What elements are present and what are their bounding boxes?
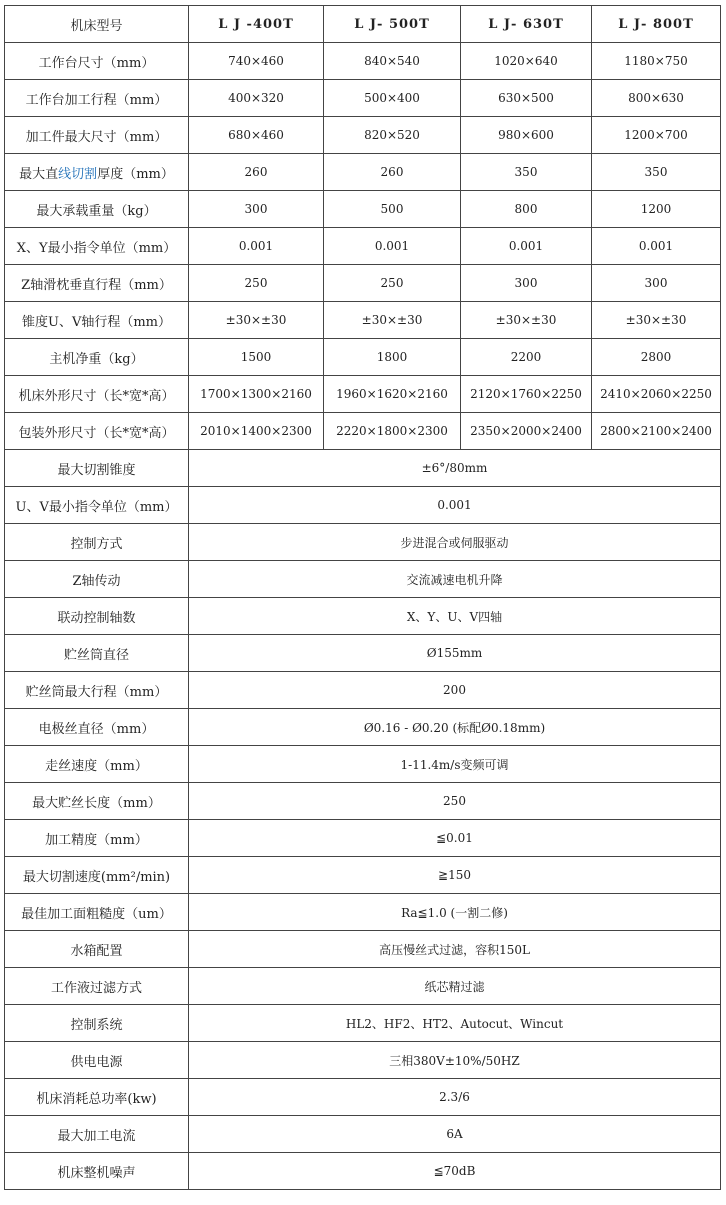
spec-value-cell: 800 (461, 191, 592, 228)
shared-value-cell: 250 (189, 783, 721, 820)
spec-table (4, 5, 721, 1190)
shared-value-cell: ≧150 (189, 857, 721, 894)
shared-spec-row (5, 1042, 721, 1079)
label-text: 最大直 (19, 166, 59, 182)
spec-value-cell: 2010×1400×2300 (189, 413, 324, 450)
shared-value-cell: Ø0.16 - Ø0.20 (标配Ø0.18mm) (189, 709, 721, 746)
wire-cut-link[interactable]: 线切割 (58, 166, 98, 182)
shared-value-cell: 1-11.4m/s变频可调 (189, 746, 721, 783)
shared-value-cell: 步进混合或伺服驱动 (189, 524, 721, 561)
spec-value-cell: 300 (189, 191, 324, 228)
spec-value-cell: ±30×±30 (324, 302, 461, 339)
spec-value-cell: 260 (324, 154, 461, 191)
spec-value-cell: ±30×±30 (592, 302, 721, 339)
spec-value-cell: 2350×2000×2400 (461, 413, 592, 450)
label-text: 厚度（mm） (97, 166, 174, 182)
spec-value-cell: 250 (189, 265, 324, 302)
spec-label-cell: 锥度U、V轴行程（mm） (5, 302, 189, 339)
shared-value-cell: ±6°/80mm (189, 450, 721, 487)
model-header-cell: L J- 630T (461, 6, 592, 43)
spec-label-cell: U、V最小指令单位（mm） (5, 487, 189, 524)
header-row (5, 6, 721, 43)
spec-label-cell: 联动控制轴数 (5, 598, 189, 635)
model-header-cell: L J- 500T (324, 6, 461, 43)
shared-value-cell: Ø155mm (189, 635, 721, 672)
spec-label-cell: 工作液过滤方式 (5, 968, 189, 1005)
shared-value-cell: ≦0.01 (189, 820, 721, 857)
spec-value-cell: 840×540 (324, 43, 461, 80)
spec-label-cell: 最大贮丝长度（mm） (5, 783, 189, 820)
spec-label-cell: 贮丝筒直径 (5, 635, 189, 672)
spec-label-cell: 控制方式 (5, 524, 189, 561)
shared-spec-row (5, 1079, 721, 1116)
shared-value-cell: ≦70dB (189, 1153, 721, 1190)
spec-value-cell: 1960×1620×2160 (324, 376, 461, 413)
spec-row (5, 413, 721, 450)
shared-spec-row (5, 931, 721, 968)
spec-row (5, 302, 721, 339)
spec-value-cell: 0.001 (592, 228, 721, 265)
shared-spec-row (5, 1005, 721, 1042)
shared-value-cell: HL2、HF2、HT2、Autocut、Wincut (189, 1005, 721, 1042)
spec-label-cell: 机床外形尺寸（长*宽*高） (5, 376, 189, 413)
spec-label-cell: 控制系统 (5, 1005, 189, 1042)
shared-value-cell: 0.001 (189, 487, 721, 524)
spec-value-cell: 680×460 (189, 117, 324, 154)
spec-value-cell: 980×600 (461, 117, 592, 154)
spec-label-cell: 加工精度（mm） (5, 820, 189, 857)
spec-row (5, 228, 721, 265)
spec-value-cell: 0.001 (189, 228, 324, 265)
spec-value-cell: 2800×2100×2400 (592, 413, 721, 450)
spec-value-cell: 2800 (592, 339, 721, 376)
shared-spec-row (5, 1153, 721, 1190)
spec-row (5, 117, 721, 154)
spec-value-cell: 630×500 (461, 80, 592, 117)
model-header-cell: L J- 800T (592, 6, 721, 43)
spec-label-cell: 工作台加工行程（mm） (5, 80, 189, 117)
shared-value-cell: Ra≦1.0 (一割二修) (189, 894, 721, 931)
spec-value-cell: 740×460 (189, 43, 324, 80)
spec-label-cell: 机床消耗总功率(kw) (5, 1079, 189, 1116)
spec-label-cell (5, 154, 189, 191)
spec-row (5, 376, 721, 413)
spec-value-cell: 2410×2060×2250 (592, 376, 721, 413)
spec-label-cell: 供电电源 (5, 1042, 189, 1079)
spec-label-cell: 最大切割速度(mm²/min) (5, 857, 189, 894)
shared-spec-row (5, 968, 721, 1005)
shared-value-cell: 200 (189, 672, 721, 709)
spec-table-body (5, 6, 721, 1190)
shared-value-cell: 6A (189, 1116, 721, 1153)
spec-value-cell: 1180×750 (592, 43, 721, 80)
shared-spec-row (5, 635, 721, 672)
shared-spec-row (5, 894, 721, 931)
header-label-cell: 机床型号 (5, 6, 189, 43)
shared-spec-row (5, 783, 721, 820)
shared-value-cell: 交流减速电机升降 (189, 561, 721, 598)
shared-spec-row (5, 857, 721, 894)
shared-spec-row (5, 709, 721, 746)
shared-spec-row (5, 746, 721, 783)
spec-row (5, 265, 721, 302)
spec-value-cell: 1020×640 (461, 43, 592, 80)
spec-value-cell: 1800 (324, 339, 461, 376)
spec-label-cell: 贮丝筒最大行程（mm） (5, 672, 189, 709)
spec-row (5, 191, 721, 228)
spec-value-cell: 500×400 (324, 80, 461, 117)
spec-label-cell: Z轴滑枕垂直行程（mm） (5, 265, 189, 302)
spec-value-cell: 1500 (189, 339, 324, 376)
spec-value-cell: 2200 (461, 339, 592, 376)
shared-spec-row (5, 820, 721, 857)
spec-value-cell: 2120×1760×2250 (461, 376, 592, 413)
spec-label-cell: X、Y最小指令单位（mm） (5, 228, 189, 265)
shared-value-cell: 纸芯精过滤 (189, 968, 721, 1005)
shared-spec-row (5, 1116, 721, 1153)
spec-label-cell: 水箱配置 (5, 931, 189, 968)
spec-value-cell: 800×630 (592, 80, 721, 117)
spec-label-cell: 工作台尺寸（mm） (5, 43, 189, 80)
spec-value-cell: 400×320 (189, 80, 324, 117)
spec-row (5, 339, 721, 376)
spec-label-cell: 最大加工电流 (5, 1116, 189, 1153)
spec-label-cell: 加工件最大尺寸（mm） (5, 117, 189, 154)
shared-spec-row (5, 561, 721, 598)
spec-value-cell: 250 (324, 265, 461, 302)
spec-label-cell: 主机净重（kg） (5, 339, 189, 376)
shared-value-cell: 2.3/6 (189, 1079, 721, 1116)
shared-spec-row (5, 524, 721, 561)
spec-row (5, 80, 721, 117)
model-header-cell: L J -400T (189, 6, 324, 43)
shared-spec-row (5, 598, 721, 635)
spec-value-cell: 1700×1300×2160 (189, 376, 324, 413)
shared-spec-row (5, 672, 721, 709)
spec-value-cell: ±30×±30 (461, 302, 592, 339)
spec-value-cell: 2220×1800×2300 (324, 413, 461, 450)
spec-value-cell: 820×520 (324, 117, 461, 154)
spec-label-cell: Z轴传动 (5, 561, 189, 598)
shared-spec-row (5, 487, 721, 524)
spec-value-cell: 500 (324, 191, 461, 228)
shared-value-cell: 三相380V±10%/50HZ (189, 1042, 721, 1079)
shared-spec-row (5, 450, 721, 487)
spec-label-cell: 机床整机噪声 (5, 1153, 189, 1190)
shared-value-cell: X、Y、U、V四轴 (189, 598, 721, 635)
spec-label-cell: 走丝速度（mm） (5, 746, 189, 783)
spec-value-cell: 260 (189, 154, 324, 191)
spec-label-cell: 最大切割锥度 (5, 450, 189, 487)
spec-label-cell: 最佳加工面粗糙度（um） (5, 894, 189, 931)
spec-value-cell: 300 (461, 265, 592, 302)
spec-value-cell: 350 (592, 154, 721, 191)
spec-label-cell: 包装外形尺寸（长*宽*高） (5, 413, 189, 450)
shared-value-cell: 高压慢丝式过滤，容积150L (189, 931, 721, 968)
spec-row (5, 154, 721, 191)
spec-row (5, 43, 721, 80)
spec-value-cell: 350 (461, 154, 592, 191)
spec-value-cell: ±30×±30 (189, 302, 324, 339)
spec-value-cell: 0.001 (324, 228, 461, 265)
spec-value-cell: 300 (592, 265, 721, 302)
spec-label-cell: 电极丝直径（mm） (5, 709, 189, 746)
spec-label-cell: 最大承载重量（kg） (5, 191, 189, 228)
spec-value-cell: 1200×700 (592, 117, 721, 154)
spec-value-cell: 0.001 (461, 228, 592, 265)
spec-value-cell: 1200 (592, 191, 721, 228)
